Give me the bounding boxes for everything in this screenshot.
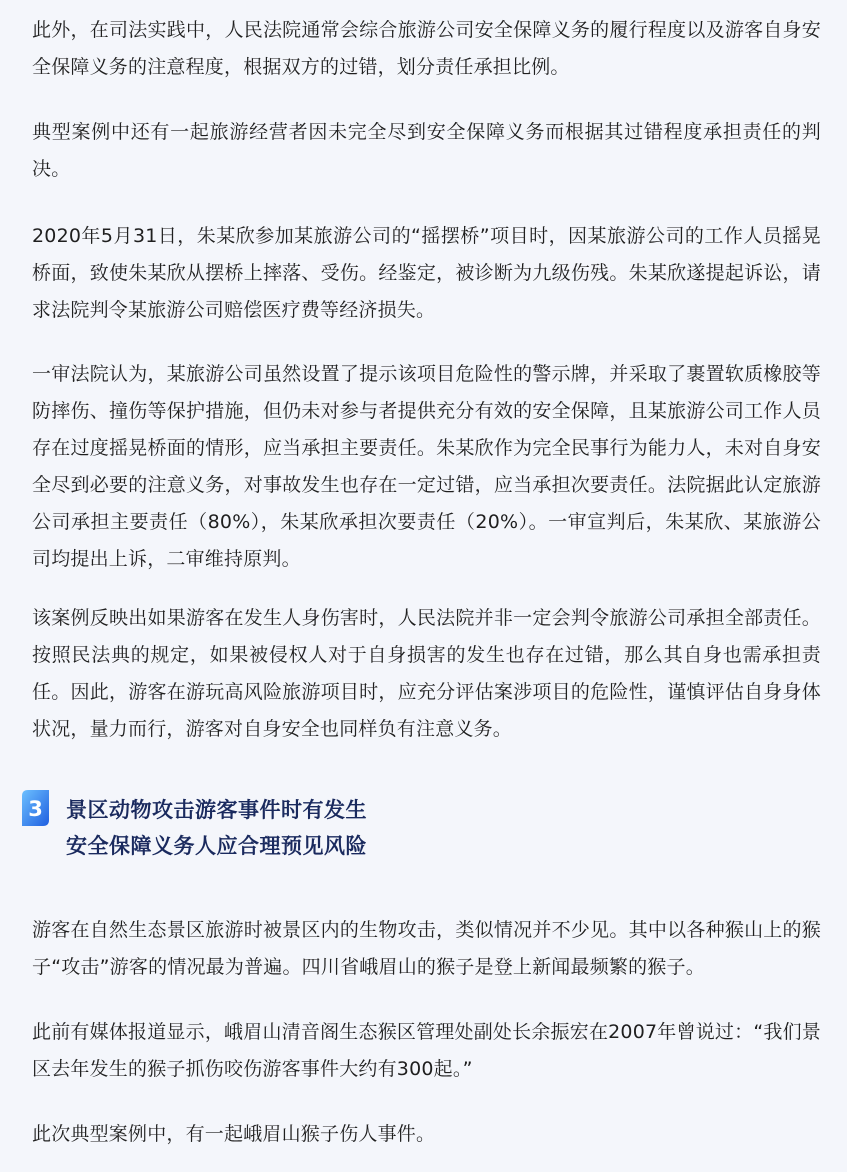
section-title (66, 792, 367, 864)
section-number: 3 (28, 797, 43, 821)
section-title-line2: 安全保障义务人应合理预见风险 (66, 834, 367, 858)
section-badge-icon (22, 790, 49, 826)
paragraph-emei-case: 此次典型案例中，有一起峨眉山猴子伤人事件。 (32, 1123, 436, 1145)
paragraph-case-reflection: 该案例反映出如果游客在发生人身伤害时，人民法院并非一定会判令旅游公司承担全部责任。按照民法典的规定，如果被侵权人对于自身损害的发生也存在过错，那么其自身也需承担责任。因此，游客在游玩高风险旅游项目时，应充分评估案涉项目的危险性，谨慎评估自身身体状况，量力而行，游客对自身安全也同样负有注意义务。 (32, 607, 821, 740)
section-heading (22, 790, 622, 870)
paragraph-typical-case-intro: 典型案例中还有一起旅游经营者因未完全尽到安全保障义务而根据其过错程度承担责任的判决。 (32, 121, 821, 180)
paragraph-first-instance-ruling: 一审法院认为，某旅游公司虽然设置了提示该项目危险性的警示牌，并采取了裹置软质橡胶等防摔伤、撞伤等保护措施，但仍未对参与者提供充分有效的安全保障，且某旅游公司工作人员存在过度摇晃桥面的情形，应当承担主要责任。朱某欣作为完全民事行为能力人，未对自身安全尽到必要的注意义务，对事故发生也存在一定过错，应当承担次要责任。法院据此认定旅游公司承担主要责任（80%），朱某欣承担次要责任（20%）。一审宣判后，朱某欣、某旅游公司均提出上诉，二审维持原判。 (32, 363, 821, 570)
section-title-line1: 景区动物攻击游客事件时有发生 (66, 798, 367, 822)
paragraph-judicial-practice: 此外，在司法实践中，人民法院通常会综合旅游公司安全保障义务的履行程度以及游客自身安全保障义务的注意程度，根据双方的过错，划分责任承担比例。 (32, 19, 821, 78)
section-number-badge (22, 790, 49, 826)
paragraph-case-facts: 2020年5月31日，朱某欣参加某旅游公司的“摇摆桥”项目时，因某旅游公司的工作人员摇晃桥面，致使朱某欣从摆桥上摔落、受伤。经鉴定，被诊断为九级伤残。朱某欣遂提起诉讼，请求法院判令某旅游公司赔偿医疗费等经济损失。 (32, 225, 821, 321)
paragraph-media-report: 此前有媒体报道显示，峨眉山清音阁生态猴区管理处副处长余振宏在2007年曾说过：“我们景区去年发生的猴子抓伤咬伤游客事件大约有300起。” (32, 1021, 821, 1080)
paragraph-monkey-attacks: 游客在自然生态景区旅游时被景区内的生物攻击，类似情况并不少见。其中以各种猴山上的猴子“攻击”游客的情况最为普遍。四川省峨眉山的猴子是登上新闻最频繁的猴子。 (32, 919, 821, 978)
